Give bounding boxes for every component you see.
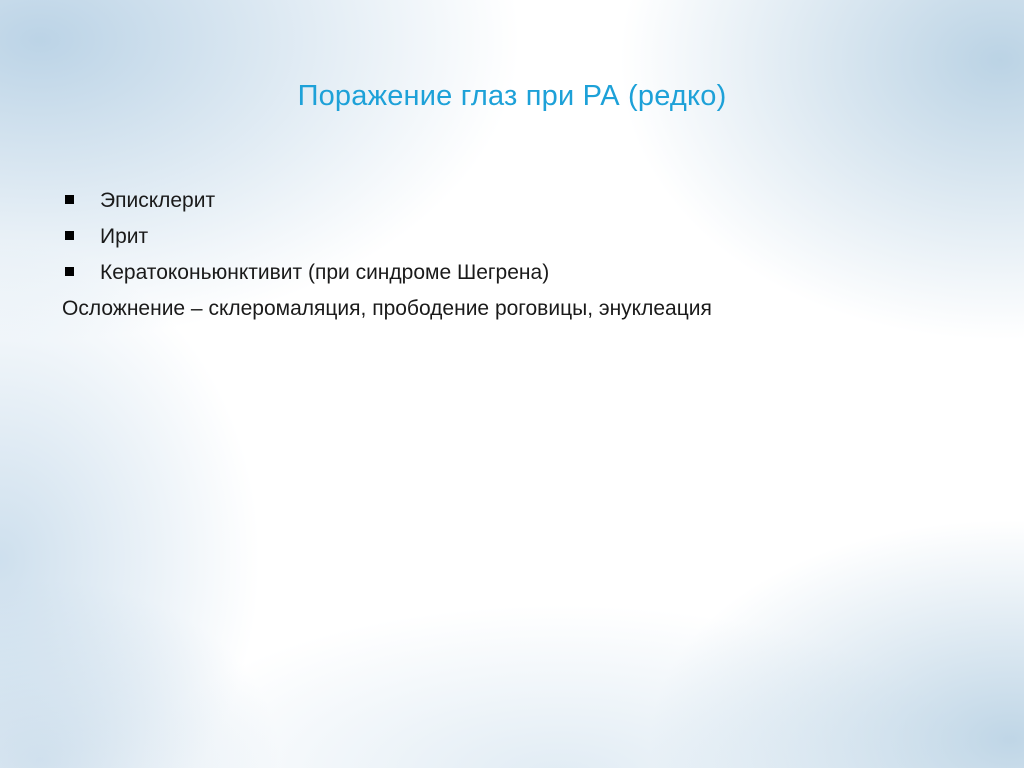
bullet-item [62,258,982,294]
bullet-text: Эписклерит [100,189,216,212]
bullet-item [62,222,982,258]
slide-title: Поражение глаз при РА (редко) [297,80,727,112]
slide-content [62,186,982,324]
bullet-text: Ирит [100,225,149,248]
bullet-item [62,186,982,222]
complication-text: Осложнение – склеромаляция, прободение роговицы, энуклеация [62,297,712,320]
square-bullet-icon [65,195,74,204]
bullet-text: Кератоконьюнктивит (при синдроме Шегрена) [100,261,550,284]
square-bullet-icon [65,231,74,240]
square-bullet-icon [65,267,74,276]
